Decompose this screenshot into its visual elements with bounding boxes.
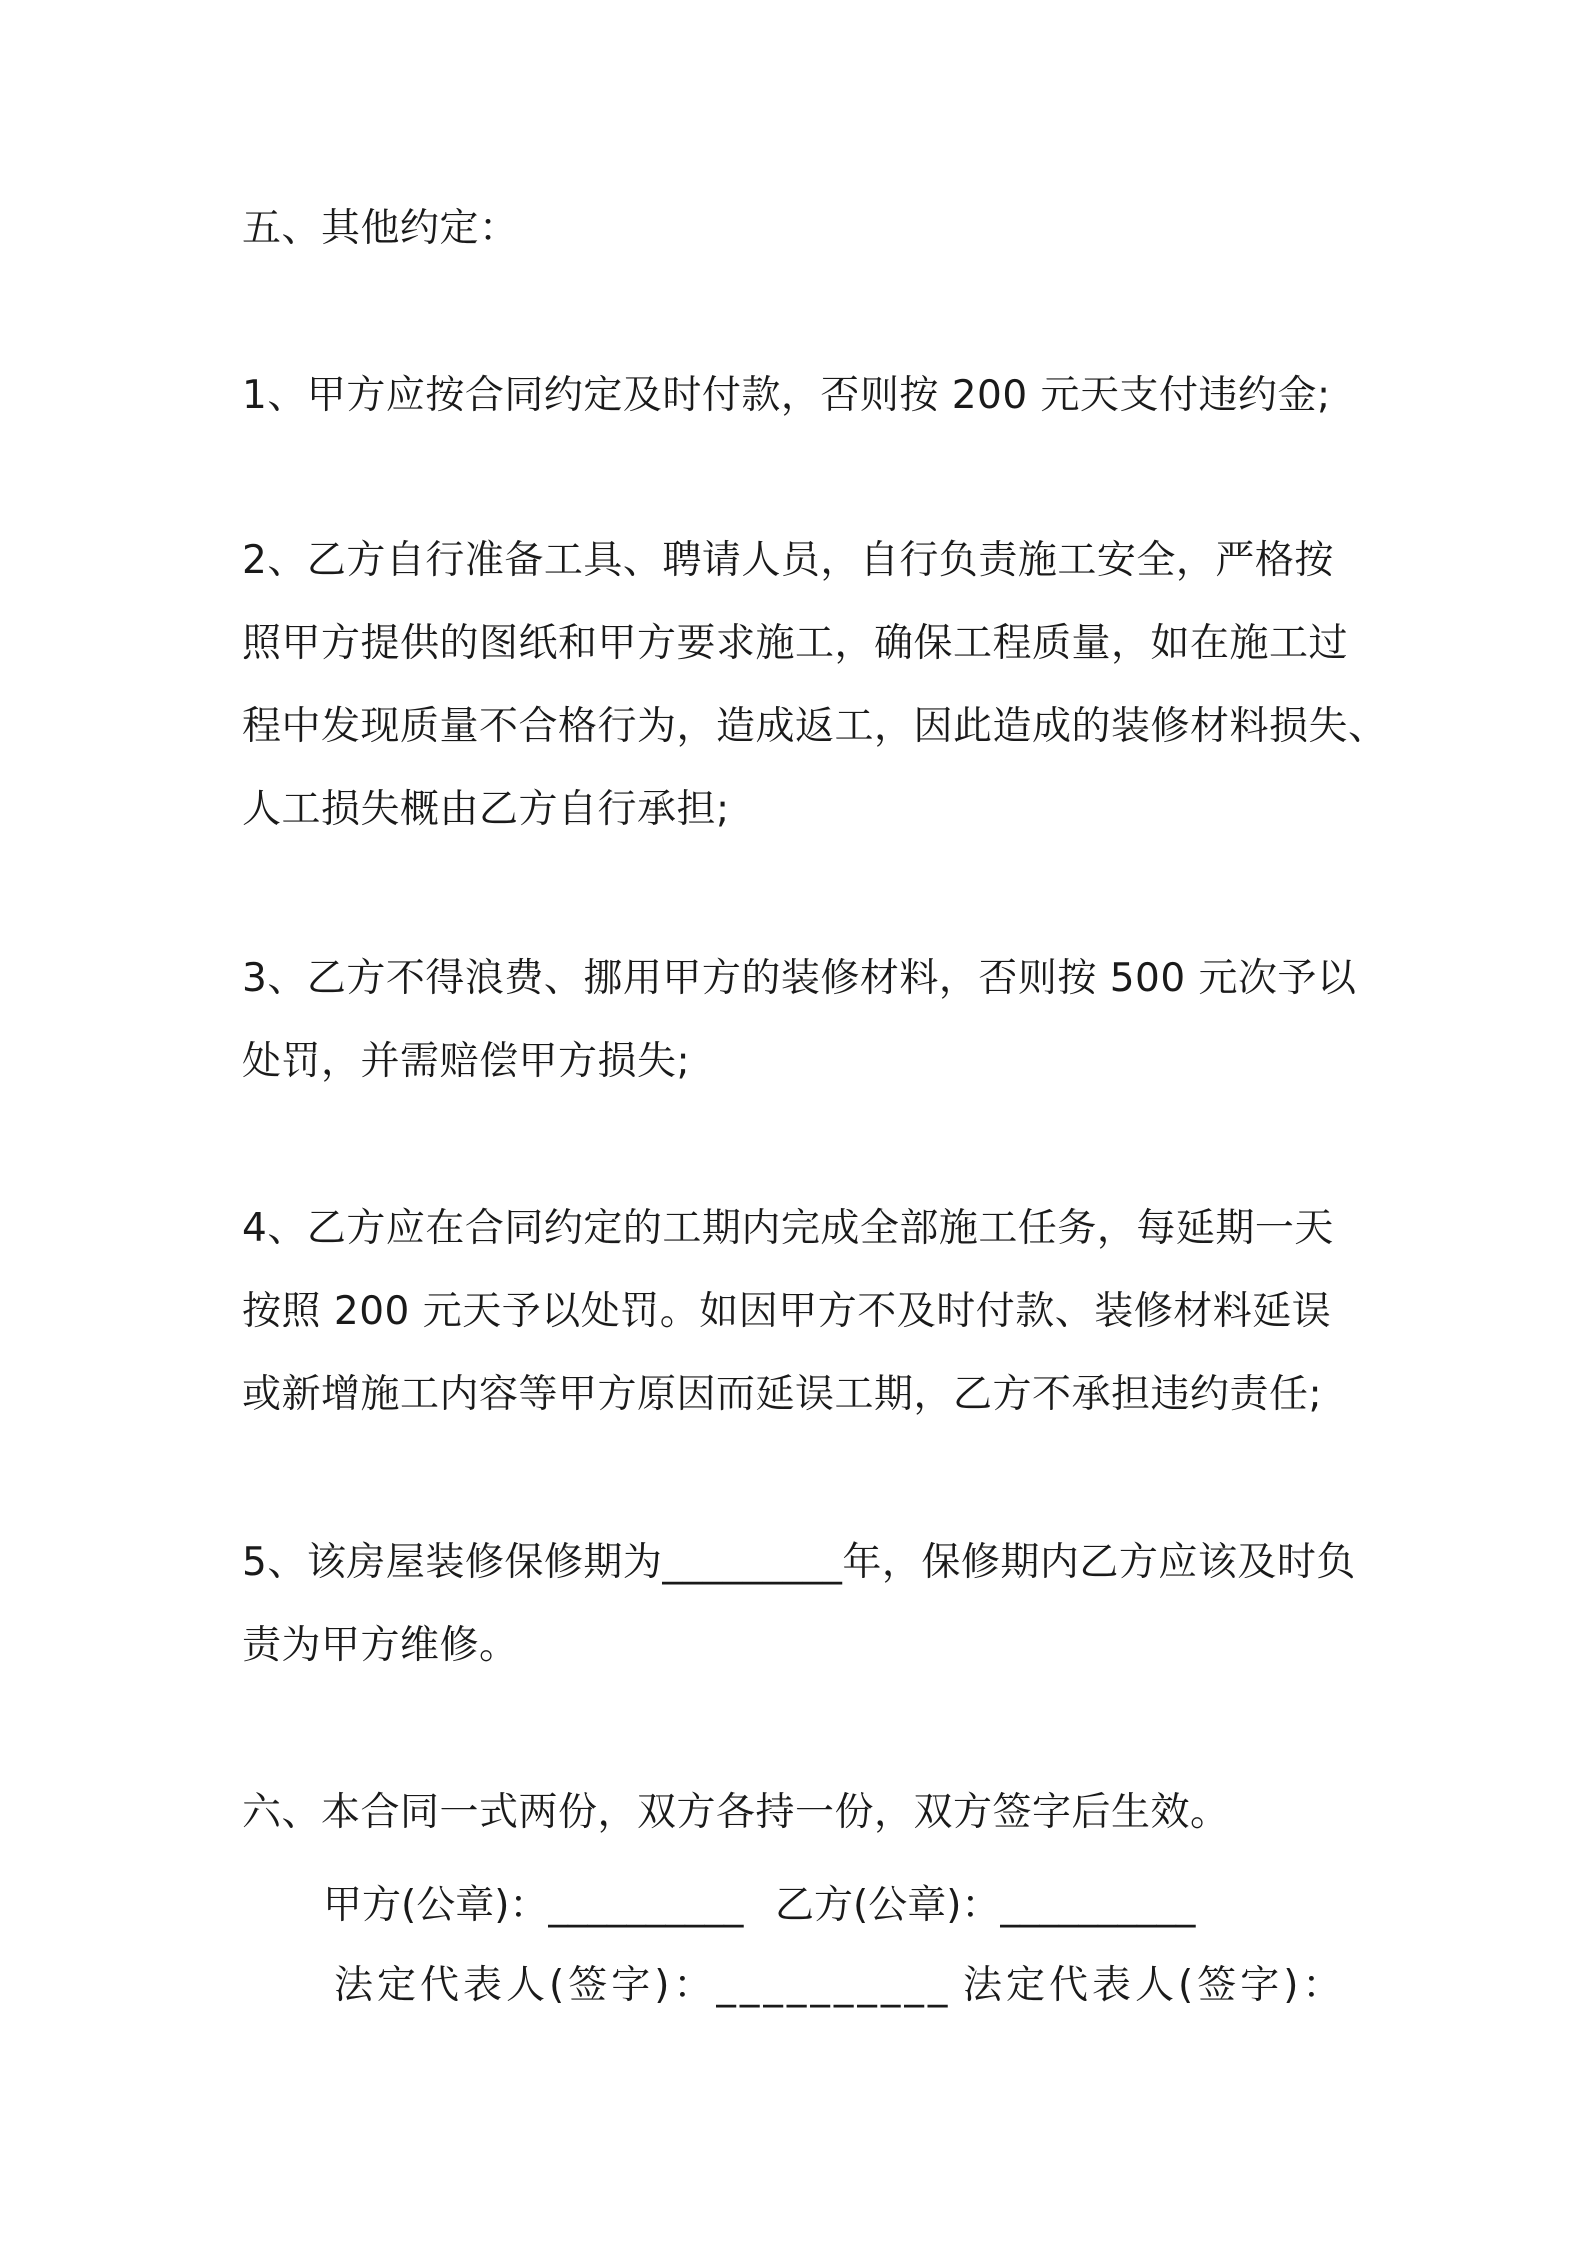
party-a-representative-field: 法定代表人(签字)：__________ (334, 1963, 952, 2008)
party-b-seal-field: 乙方(公章)：__________ (775, 1883, 1196, 1928)
clause-2-line-4: 人工损失概由乙方自行承担; (242, 787, 730, 832)
clause-2-line-1: 2、乙方自行准备工具、聘请人员，自行负责施工安全，严格按 (242, 538, 1334, 583)
clause-2-line-2: 照甲方提供的图纸和甲方要求施工，确保工程质量，如在施工过 (242, 621, 1349, 666)
clause-2-line-3: 程中发现质量不合格行为，造成返工，因此造成的装修材料损失、 (242, 704, 1388, 749)
clause-5-line-1: 5、该房屋装修保修期为_________年，保修期内乙方应该及时负 (242, 1540, 1356, 1585)
clause-1-line-1: 1、甲方应按合同约定及时付款，否则按 200 元天支付违约金; (242, 373, 1331, 418)
clause-4-line-1: 4、乙方应在合同约定的工期内完成全部施工任务，每延期一天 (242, 1206, 1334, 1251)
clause-3-line-2: 处罚，并需赔偿甲方损失; (242, 1039, 691, 1084)
clause-5-line-2: 责为甲方维修。 (242, 1623, 519, 1668)
clause-4-line-2: 按照 200 元天予以处罚。如因甲方不及时付款、装修材料延误 (242, 1289, 1332, 1334)
section-5-heading: 五、其他约定： (242, 206, 519, 251)
section-6-heading: 六、本合同一式两份，双方各持一份，双方签字后生效。 (242, 1790, 1230, 1835)
party-a-seal-field: 甲方(公章)：__________ (323, 1883, 744, 1928)
party-b-representative-field: 法定代表人(签字)： (963, 1963, 1346, 2008)
clause-3-line-1: 3、乙方不得浪费、挪用甲方的装修材料，否则按 500 元次予以 (242, 956, 1357, 1001)
clause-4-line-3: 或新增施工内容等甲方原因而延误工期，乙方不承担违约责任; (242, 1372, 1323, 1417)
